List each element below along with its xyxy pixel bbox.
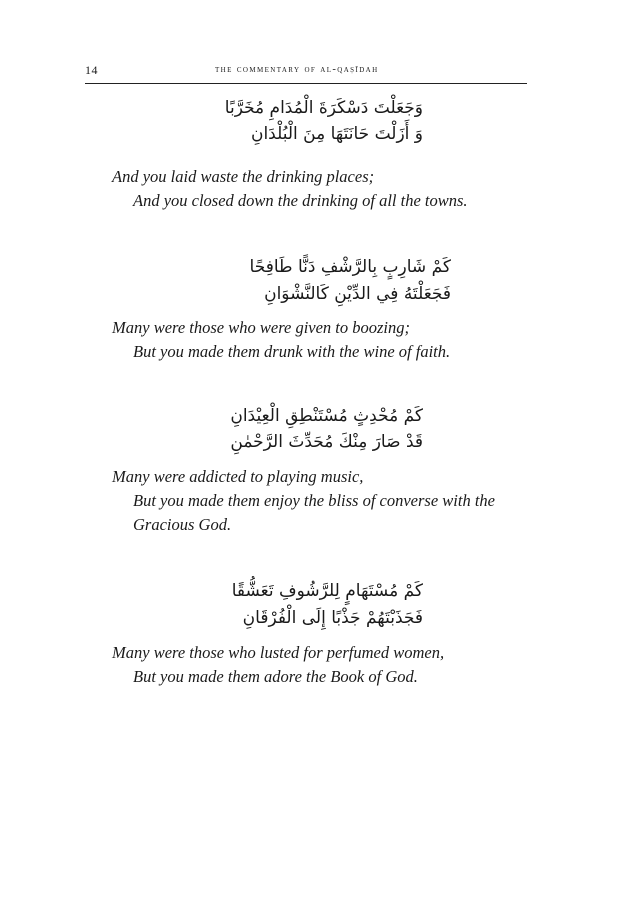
- arabic-line: فَجَعَلْتَهُ فِي الدِّيْنِ كَالنَّشْوَانِ: [264, 284, 451, 304]
- arabic-line: وَجَعَلْتَ دَسْكَرَةَ الْمُدَامِ مُخَرَّبًا: [224, 98, 423, 118]
- english-line: And you laid waste the drinking places;: [112, 167, 375, 186]
- english-line: But you made them adore the Book of God.: [133, 667, 418, 686]
- arabic-line: كَمْ مُحْدِثٍ مُسْتَنْطِقِ الْعِيْدَانِ: [230, 406, 423, 426]
- english-line: But you made them enjoy the bliss of converse with the: [133, 491, 496, 510]
- running-head: [85, 61, 527, 84]
- running-title: the commentary of al-qaṣīdah: [215, 64, 379, 75]
- english-line: Many were those who lusted for perfumed women,: [112, 643, 445, 662]
- arabic-line: كَمْ مُسْتَهَامٍ لِلرَّشُوفِ تَعَشُّقًا: [231, 581, 423, 601]
- english-line: But you made them drunk with the wine of faith.: [133, 342, 451, 361]
- english-line: Many were those who were given to boozing;: [112, 318, 411, 337]
- arabic-line: كَمْ شَارِبٍ بِالرَّشْفِ دَنًّا طَافِحًا: [249, 257, 451, 277]
- english-line: And you closed down the drinking of all the towns.: [133, 191, 468, 210]
- arabic-line: فَجَذَبْتَهُمْ جَذْبًا إِلَى الْفُرْقَانِ: [242, 608, 423, 628]
- english-line: Gracious God.: [133, 515, 232, 534]
- arabic-line: قَدْ صَارَ مِنْكَ مُحَدِّثَ الرَّحْمٰنِ: [230, 432, 423, 452]
- arabic-line: وَ أَزَلْتَ حَانَتَهَا مِنَ الْبُلْدَانِ: [250, 124, 423, 144]
- english-line: Many were addicted to playing music,: [112, 467, 364, 486]
- page-number: 14: [85, 63, 98, 77]
